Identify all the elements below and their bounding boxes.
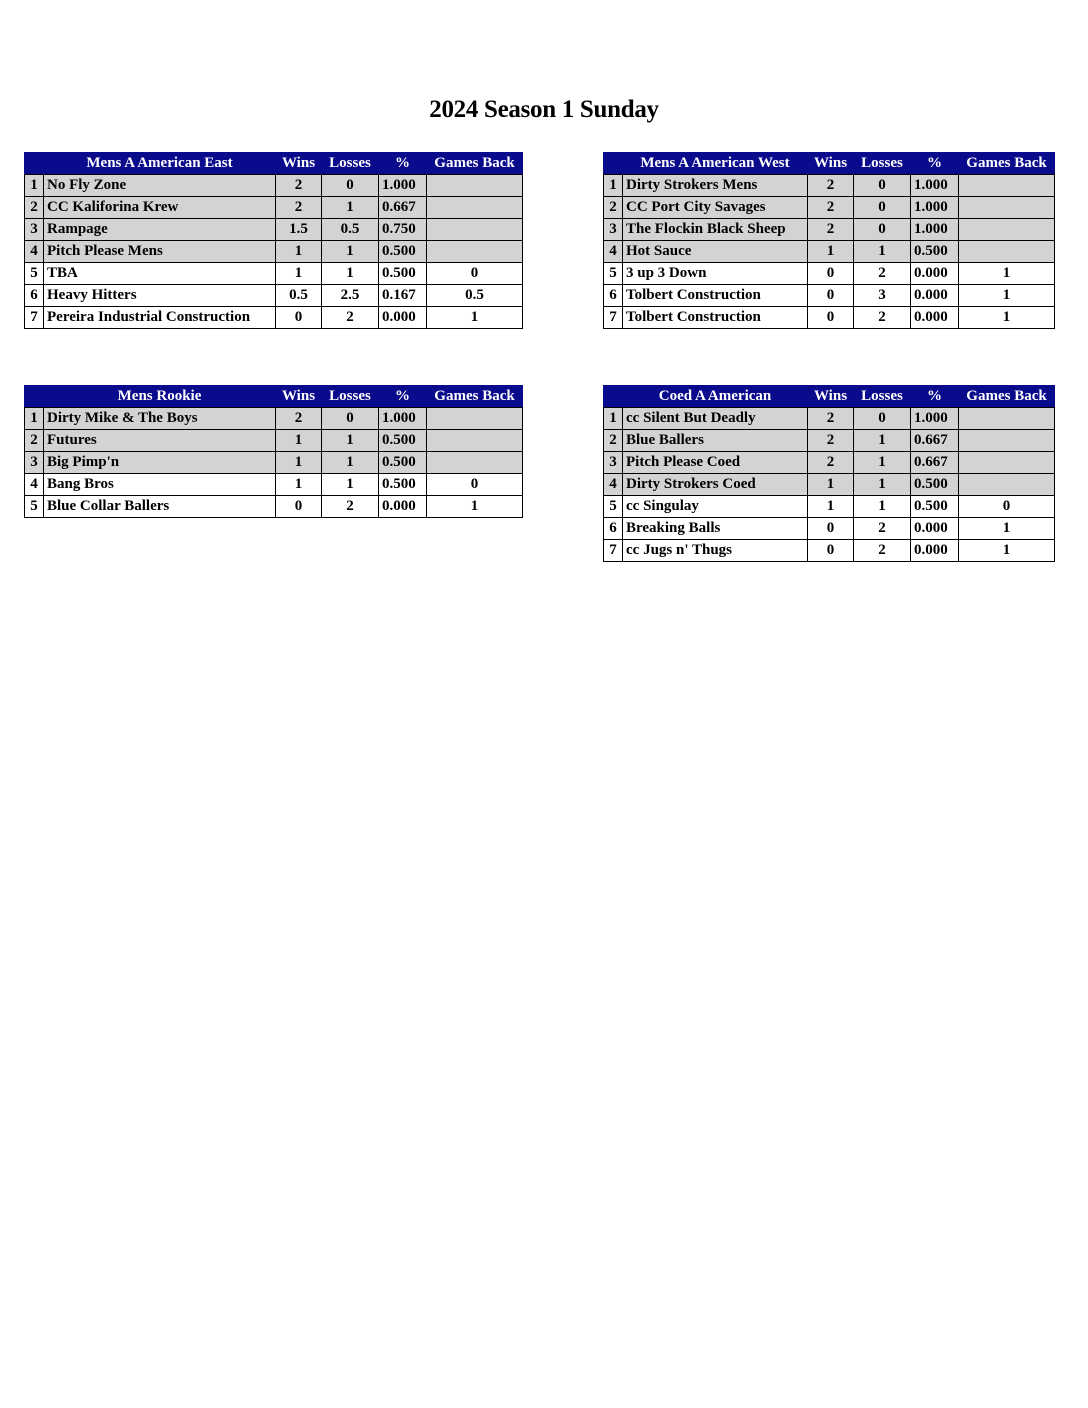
losses-cell: 2: [854, 263, 911, 285]
wins-cell: 2: [808, 452, 854, 474]
pct-cell: 0.000: [911, 518, 959, 540]
games-back-cell: [959, 408, 1055, 430]
losses-cell: 0: [854, 219, 911, 241]
games-back-cell: [959, 175, 1055, 197]
games-back-cell: [427, 175, 523, 197]
games-back-cell: [959, 430, 1055, 452]
standings-table-mens-a-american-east: [24, 152, 523, 329]
team-name-cell: Bang Bros: [44, 474, 276, 496]
team-name-cell: Blue Collar Ballers: [44, 496, 276, 518]
table-row: [604, 430, 1055, 452]
wins-header: Wins: [808, 153, 854, 175]
pct-cell: 0.667: [379, 197, 427, 219]
table-row: [604, 307, 1055, 329]
losses-cell: 1: [322, 452, 379, 474]
losses-cell: 1: [854, 452, 911, 474]
table-row: [25, 197, 523, 219]
team-name-cell: Blue Ballers: [623, 430, 808, 452]
wins-cell: 1: [276, 474, 322, 496]
table-row: [604, 496, 1055, 518]
header-row: [604, 153, 1055, 175]
pct-header: %: [379, 153, 427, 175]
losses-cell: 1: [854, 474, 911, 496]
rank-cell: 5: [25, 263, 44, 285]
rank-cell: 5: [604, 496, 623, 518]
team-name-cell: cc Jugs n' Thugs: [623, 540, 808, 562]
rank-cell: 6: [25, 285, 44, 307]
losses-header: Losses: [322, 153, 379, 175]
team-name-cell: cc Singulay: [623, 496, 808, 518]
table-row: [604, 197, 1055, 219]
wins-cell: 0: [808, 307, 854, 329]
team-name-cell: No Fly Zone: [44, 175, 276, 197]
wins-cell: 1: [808, 241, 854, 263]
pct-cell: 0.500: [911, 474, 959, 496]
pct-cell: 0.667: [911, 430, 959, 452]
team-name-cell: Big Pimp'n: [44, 452, 276, 474]
wins-cell: 1.5: [276, 219, 322, 241]
games-back-cell: [959, 197, 1055, 219]
pct-cell: 0.750: [379, 219, 427, 241]
rank-cell: 2: [25, 197, 44, 219]
team-name-cell: Rampage: [44, 219, 276, 241]
games-back-cell: 1: [959, 263, 1055, 285]
pct-cell: 0.000: [911, 307, 959, 329]
pct-cell: 0.500: [379, 430, 427, 452]
table-row: [25, 307, 523, 329]
table-row: [604, 518, 1055, 540]
team-name-cell: cc Silent But Deadly: [623, 408, 808, 430]
header-row: [25, 386, 523, 408]
games-back-cell: [427, 452, 523, 474]
losses-cell: 0: [322, 408, 379, 430]
rank-header: [25, 153, 44, 175]
wins-cell: 2: [808, 408, 854, 430]
losses-cell: 2.5: [322, 285, 379, 307]
table-row: [25, 241, 523, 263]
table-row: [25, 219, 523, 241]
losses-cell: 0: [854, 197, 911, 219]
team-name-cell: Dirty Mike & The Boys: [44, 408, 276, 430]
games-back-header: Games Back: [959, 153, 1055, 175]
losses-cell: 0.5: [322, 219, 379, 241]
games-back-header: Games Back: [427, 386, 523, 408]
wins-cell: 1: [276, 452, 322, 474]
pct-cell: 0.000: [911, 263, 959, 285]
games-back-cell: [427, 408, 523, 430]
pct-cell: 0.500: [911, 496, 959, 518]
team-name-cell: The Flockin Black Sheep: [623, 219, 808, 241]
pct-cell: 1.000: [911, 408, 959, 430]
wins-header: Wins: [808, 386, 854, 408]
rank-cell: 3: [604, 219, 623, 241]
pct-cell: 0.500: [379, 263, 427, 285]
team-name-cell: Dirty Strokers Coed: [623, 474, 808, 496]
losses-cell: 0: [854, 175, 911, 197]
losses-cell: 0: [854, 408, 911, 430]
losses-cell: 2: [854, 518, 911, 540]
pct-cell: 1.000: [911, 197, 959, 219]
table-row: [604, 452, 1055, 474]
rank-cell: 1: [604, 175, 623, 197]
wins-cell: 1: [276, 263, 322, 285]
wins-cell: 0.5: [276, 285, 322, 307]
page-title: 2024 Season 1 Sunday: [429, 96, 659, 123]
wins-cell: 0: [808, 540, 854, 562]
games-back-cell: 0.5: [427, 285, 523, 307]
games-back-cell: 1: [427, 307, 523, 329]
pct-cell: 0.167: [379, 285, 427, 307]
table-row: [604, 219, 1055, 241]
losses-header: Losses: [854, 386, 911, 408]
rank-cell: 4: [604, 241, 623, 263]
losses-cell: 1: [322, 474, 379, 496]
wins-cell: 2: [808, 175, 854, 197]
rank-cell: 3: [25, 452, 44, 474]
division-header: Mens A American West: [623, 153, 808, 175]
losses-cell: 0: [322, 175, 379, 197]
games-back-cell: [427, 430, 523, 452]
games-back-cell: 1: [959, 285, 1055, 307]
games-back-cell: 1: [427, 496, 523, 518]
pct-cell: 0.500: [911, 241, 959, 263]
team-name-cell: 3 up 3 Down: [623, 263, 808, 285]
wins-cell: 1: [276, 430, 322, 452]
table-row: [25, 430, 523, 452]
table-row: [25, 175, 523, 197]
rank-cell: 1: [25, 175, 44, 197]
losses-header: Losses: [854, 153, 911, 175]
rank-cell: 4: [25, 474, 44, 496]
table-row: [604, 474, 1055, 496]
games-back-cell: 0: [427, 474, 523, 496]
losses-cell: 1: [322, 263, 379, 285]
wins-cell: 0: [276, 307, 322, 329]
rank-cell: 2: [25, 430, 44, 452]
team-name-cell: Heavy Hitters: [44, 285, 276, 307]
pct-cell: 0.500: [379, 241, 427, 263]
table-row: [604, 263, 1055, 285]
pct-header: %: [911, 386, 959, 408]
rank-cell: 3: [25, 219, 44, 241]
wins-cell: 2: [808, 197, 854, 219]
team-name-cell: Futures: [44, 430, 276, 452]
losses-cell: 1: [322, 430, 379, 452]
wins-cell: 0: [808, 263, 854, 285]
wins-cell: 2: [276, 197, 322, 219]
team-name-cell: CC Kaliforina Krew: [44, 197, 276, 219]
pct-cell: 0.500: [379, 452, 427, 474]
team-name-cell: Pitch Please Mens: [44, 241, 276, 263]
rank-cell: 4: [604, 474, 623, 496]
games-back-header: Games Back: [959, 386, 1055, 408]
rank-cell: 1: [25, 408, 44, 430]
losses-cell: 1: [322, 197, 379, 219]
wins-header: Wins: [276, 386, 322, 408]
wins-cell: 0: [808, 285, 854, 307]
wins-cell: 0: [808, 518, 854, 540]
games-back-cell: 1: [959, 540, 1055, 562]
rank-cell: 7: [604, 307, 623, 329]
division-header: Mens Rookie: [44, 386, 276, 408]
rank-cell: 7: [25, 307, 44, 329]
wins-cell: 1: [808, 474, 854, 496]
table-row: [25, 285, 523, 307]
losses-cell: 2: [322, 496, 379, 518]
team-name-cell: TBA: [44, 263, 276, 285]
pct-cell: 1.000: [911, 175, 959, 197]
losses-cell: 2: [854, 307, 911, 329]
team-name-cell: Tolbert Construction: [623, 285, 808, 307]
pct-header: %: [911, 153, 959, 175]
wins-cell: 2: [276, 408, 322, 430]
losses-header: Losses: [322, 386, 379, 408]
table-row: [604, 540, 1055, 562]
rank-cell: 2: [604, 430, 623, 452]
pct-cell: 0.667: [911, 452, 959, 474]
rank-header: [25, 386, 44, 408]
pct-header: %: [379, 386, 427, 408]
team-name-cell: CC Port City Savages: [623, 197, 808, 219]
pct-cell: 0.000: [911, 285, 959, 307]
wins-cell: 2: [808, 219, 854, 241]
table-row: [604, 285, 1055, 307]
pct-cell: 1.000: [911, 219, 959, 241]
standings-table-coed-a-american: [603, 385, 1055, 562]
pct-cell: 0.500: [379, 474, 427, 496]
rank-cell: 7: [604, 540, 623, 562]
rank-cell: 6: [604, 285, 623, 307]
games-back-cell: [959, 241, 1055, 263]
rank-cell: 6: [604, 518, 623, 540]
games-back-cell: [959, 474, 1055, 496]
games-back-cell: [427, 197, 523, 219]
team-name-cell: Pitch Please Coed: [623, 452, 808, 474]
games-back-cell: [959, 219, 1055, 241]
pct-cell: 1.000: [379, 408, 427, 430]
wins-header: Wins: [276, 153, 322, 175]
wins-cell: 2: [276, 175, 322, 197]
losses-cell: 1: [322, 241, 379, 263]
losses-cell: 2: [322, 307, 379, 329]
rank-cell: 3: [604, 452, 623, 474]
team-name-cell: Pereira Industrial Construction: [44, 307, 276, 329]
division-header: Coed A American: [623, 386, 808, 408]
table-row: [25, 474, 523, 496]
rank-cell: 1: [604, 408, 623, 430]
losses-cell: 1: [854, 241, 911, 263]
rank-header: [604, 153, 623, 175]
wins-cell: 1: [808, 496, 854, 518]
table-row: [25, 452, 523, 474]
wins-cell: 1: [276, 241, 322, 263]
games-back-cell: [959, 452, 1055, 474]
games-back-cell: 0: [959, 496, 1055, 518]
division-header: Mens A American East: [44, 153, 276, 175]
team-name-cell: Breaking Balls: [623, 518, 808, 540]
pct-cell: 0.000: [379, 496, 427, 518]
rank-cell: 5: [25, 496, 44, 518]
team-name-cell: Hot Sauce: [623, 241, 808, 263]
games-back-cell: [427, 219, 523, 241]
rank-cell: 4: [25, 241, 44, 263]
games-back-cell: [427, 241, 523, 263]
rank-cell: 5: [604, 263, 623, 285]
wins-cell: 2: [808, 430, 854, 452]
table-row: [604, 175, 1055, 197]
wins-cell: 0: [276, 496, 322, 518]
team-name-cell: Tolbert Construction: [623, 307, 808, 329]
losses-cell: 2: [854, 540, 911, 562]
table-row: [25, 408, 523, 430]
header-row: [604, 386, 1055, 408]
table-row: [25, 496, 523, 518]
table-row: [604, 241, 1055, 263]
games-back-header: Games Back: [427, 153, 523, 175]
pct-cell: 0.000: [911, 540, 959, 562]
games-back-cell: 1: [959, 307, 1055, 329]
pct-cell: 1.000: [379, 175, 427, 197]
team-name-cell: Dirty Strokers Mens: [623, 175, 808, 197]
losses-cell: 3: [854, 285, 911, 307]
games-back-cell: 0: [427, 263, 523, 285]
rank-header: [604, 386, 623, 408]
losses-cell: 1: [854, 430, 911, 452]
pct-cell: 0.000: [379, 307, 427, 329]
table-row: [25, 263, 523, 285]
header-row: [25, 153, 523, 175]
losses-cell: 1: [854, 496, 911, 518]
standings-table-mens-a-american-west: [603, 152, 1055, 329]
table-row: [604, 408, 1055, 430]
standings-table-mens-rookie: [24, 385, 523, 518]
rank-cell: 2: [604, 197, 623, 219]
games-back-cell: 1: [959, 518, 1055, 540]
